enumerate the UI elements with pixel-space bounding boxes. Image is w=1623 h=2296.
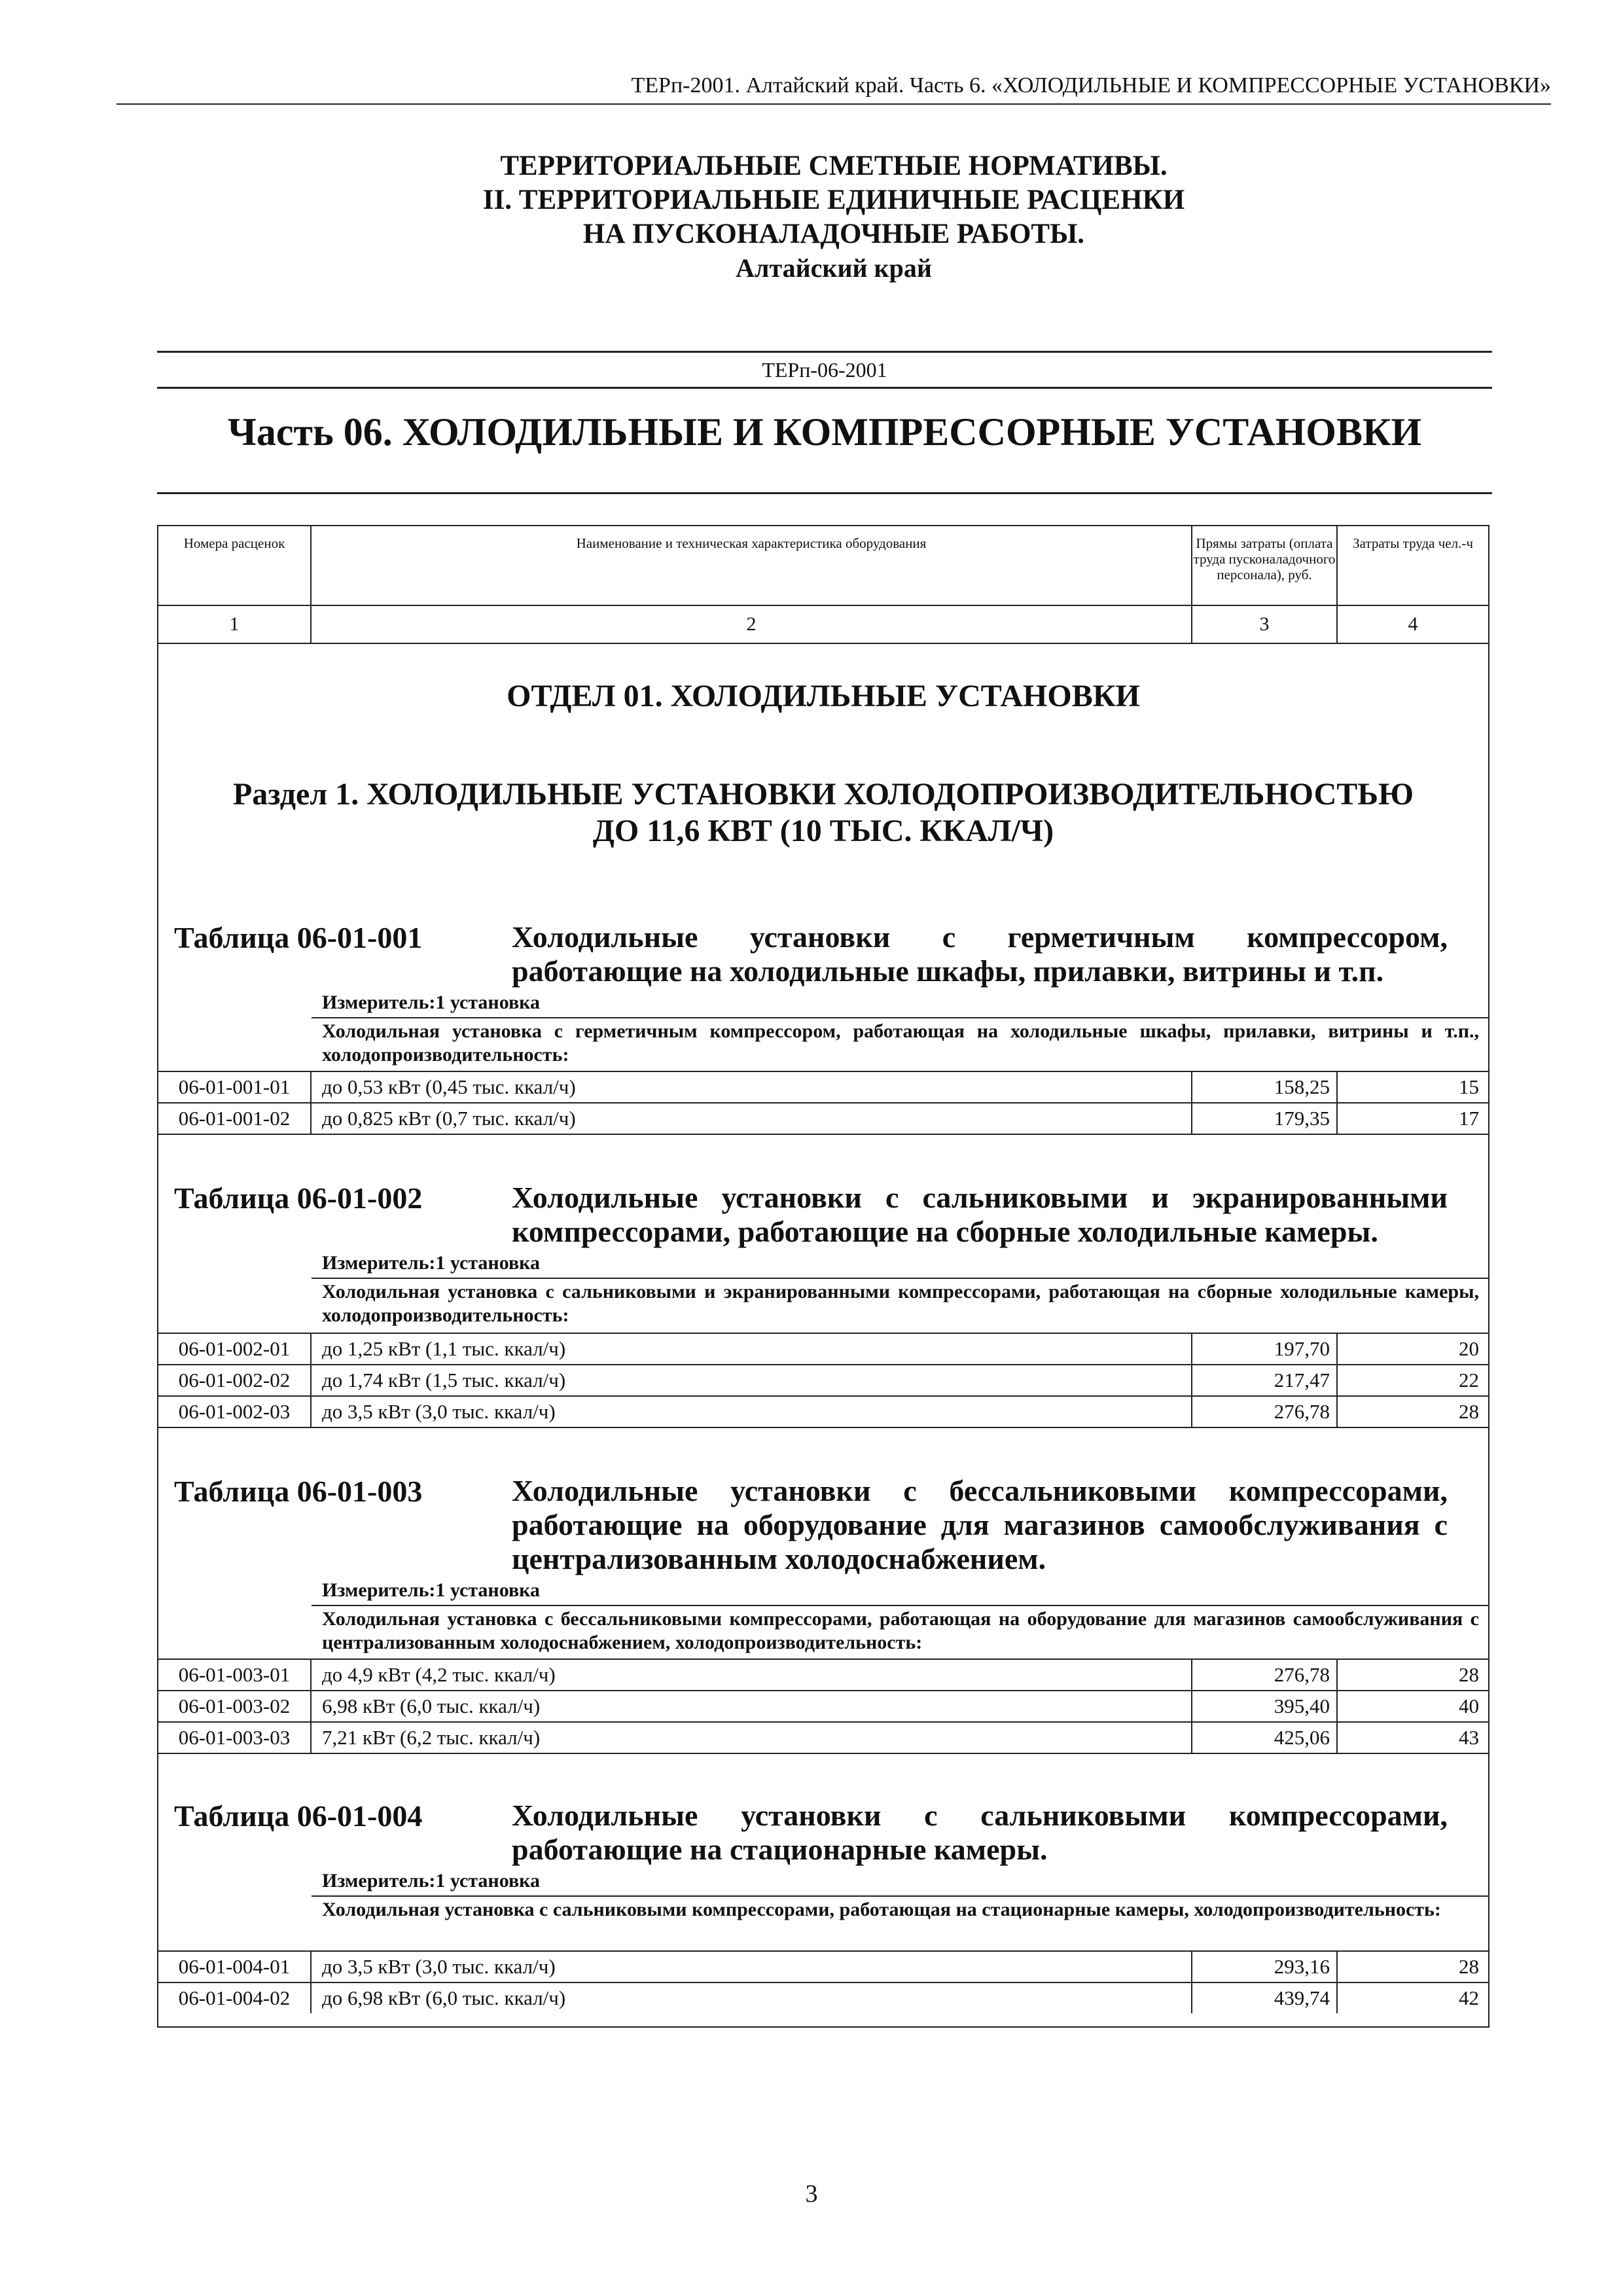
rate-labor: 43	[1459, 1726, 1479, 1749]
table-row	[158, 1395, 1488, 1428]
column-number: 3	[1192, 606, 1338, 643]
rate-code: 06-01-001-01	[158, 1072, 312, 1102]
rate-name: до 6,98 кВт (6,0 тыс. ккал/ч)	[312, 1983, 1192, 2013]
table-description: Холодильная установка с бессальниковыми компрессорами, работающая на оборудование для магазинов самообслуживания с централизованным холодоснабжением, холодопроизводительность:	[312, 1605, 1488, 1659]
table-number: Таблица 06-01-002	[174, 1181, 423, 1215]
rate-cost: 425,06	[1192, 1723, 1338, 1753]
rate-name: до 0,53 кВт (0,45 тыс. ккал/ч)	[312, 1072, 1192, 1102]
rate-cost: 293,16	[1192, 1952, 1338, 1982]
table-row	[158, 1102, 1488, 1135]
rate-cost: 395,40	[1192, 1691, 1338, 1721]
table-row	[158, 1721, 1488, 1754]
rate-code: 06-01-002-01	[158, 1334, 312, 1364]
rate-name: 6,98 кВт (6,0 тыс. ккал/ч)	[312, 1691, 1192, 1721]
main-title-line: НА ПУСКОНАЛАДОЧНЫЕ РАБОТЫ.	[582, 219, 1085, 249]
column-number: 2	[312, 606, 1192, 643]
rate-cost: 217,47	[1192, 1365, 1338, 1395]
rate-name: 7,21 кВт (6,2 тыс. ккал/ч)	[312, 1723, 1192, 1753]
rate-code: 06-01-003-03	[158, 1723, 312, 1753]
column-header-codes: Номера расценок	[158, 526, 312, 605]
table-title: Холодильные установки с герметичным компрессором, работающие на холодильные шкафы, прилавки, витрины и т.п.	[512, 920, 1448, 988]
running-head: ТЕРп-2001. Алтайский край. Часть 6. «ХОЛОДИЛЬНЫЕ И КОМПРЕССОРНЫЕ УСТАНОВКИ»	[116, 73, 1551, 105]
rate-code: 06-01-004-02	[158, 1983, 312, 2013]
region-name: Алтайский край	[736, 253, 932, 283]
document-code: ТЕРп-06-2001	[157, 351, 1492, 389]
department-heading: ОТДЕЛ 01. ХОЛОДИЛЬНЫЕ УСТАНОВКИ	[507, 679, 1140, 713]
rate-name: до 0,825 кВт (0,7 тыс. ккал/ч)	[312, 1103, 1192, 1134]
column-header-direct-costs: Прямы затраты (оплата труда пусконаладочного персонала), руб.	[1192, 526, 1338, 605]
rate-cost: 179,35	[1192, 1103, 1338, 1134]
table-meter: Измеритель:1 установка	[322, 1579, 540, 1601]
table-row	[158, 1982, 1488, 2026]
rate-code: 06-01-002-03	[158, 1397, 312, 1427]
section-heading-line: ДО 11,6 КВТ (10 ТЫС. ККАЛ/Ч)	[592, 814, 1054, 848]
rate-labor: 22	[1459, 1369, 1479, 1391]
rate-name: до 1,74 кВт (1,5 тыс. ккал/ч)	[312, 1365, 1192, 1395]
rate-labor: 28	[1459, 1400, 1479, 1423]
table-row	[158, 1071, 1488, 1102]
table-description: Холодильная установка с герметичным компрессором, работающая на холодильные шкафы, прилавки, витрины и т.п., холодопроизводительность:	[312, 1017, 1488, 1071]
rate-name: до 4,9 кВт (4,2 тыс. ккал/ч)	[312, 1660, 1192, 1690]
rate-name: до 3,5 кВт (3,0 тыс. ккал/ч)	[312, 1397, 1192, 1427]
page-number: 3	[805, 2180, 818, 2208]
rate-name: до 1,25 кВт (1,1 тыс. ккал/ч)	[312, 1334, 1192, 1364]
column-numbers-row	[158, 605, 1488, 644]
divider	[157, 492, 1492, 494]
rate-code: 06-01-002-02	[158, 1365, 312, 1395]
rate-cost: 276,78	[1192, 1397, 1338, 1427]
table-row	[158, 1950, 1488, 1982]
rate-labor: 40	[1459, 1695, 1479, 1717]
table-description: Холодильная установка с сальниковыми компрессорами, работающая на стационарные камеры, холодопроизводительность:	[312, 1895, 1488, 1950]
main-title-line: ТЕРРИТОРИАЛЬНЫЕ СМЕТНЫЕ НОРМАТИВЫ.	[500, 151, 1168, 181]
table-number: Таблица 06-01-001	[174, 921, 423, 954]
table-number: Таблица 06-01-004	[174, 1799, 423, 1833]
part-title: Часть 06. ХОЛОДИЛЬНЫЕ И КОМПРЕССОРНЫЕ УСТАНОВКИ	[227, 410, 1422, 454]
rate-code: 06-01-003-02	[158, 1691, 312, 1721]
table-number: Таблица 06-01-003	[174, 1475, 423, 1508]
rate-labor: 42	[1459, 1986, 1479, 2009]
rate-cost: 197,70	[1192, 1334, 1338, 1364]
table-meter: Измеритель:1 установка	[322, 1870, 540, 1892]
table-title: Холодильные установки с бессальниковыми компрессорами, работающие на оборудование для магазинов самообслуживания с централизованным холодоснабжением.	[512, 1474, 1448, 1575]
rate-labor: 20	[1459, 1337, 1479, 1360]
table-meter: Измеритель:1 установка	[322, 1252, 540, 1274]
rate-code: 06-01-001-02	[158, 1103, 312, 1134]
column-header-labor: Затраты труда чел.-ч	[1353, 535, 1473, 551]
rate-cost: 158,25	[1192, 1072, 1338, 1102]
table-title: Холодильные установки с сальниковыми компрессорами, работающие на стационарные камеры.	[512, 1799, 1448, 1866]
rate-labor: 28	[1459, 1663, 1479, 1686]
section-heading	[158, 776, 1488, 850]
table-meter: Измеритель:1 установка	[322, 992, 540, 1013]
table-row	[158, 1364, 1488, 1395]
rate-labor: 17	[1459, 1107, 1479, 1130]
main-title-line: II. ТЕРРИТОРИАЛЬНЫЕ ЕДИНИЧНЫЕ РАСЦЕНКИ	[482, 185, 1185, 215]
table-title: Холодильные установки с сальниковыми и экранированными компрессорами, работающие на сборные холодильные камеры.	[512, 1181, 1448, 1248]
rate-labor: 28	[1459, 1955, 1479, 1978]
rates-table	[157, 525, 1489, 2028]
rate-name: до 3,5 кВт (3,0 тыс. ккал/ч)	[312, 1952, 1192, 1982]
main-title	[116, 149, 1551, 285]
rate-cost: 276,78	[1192, 1660, 1338, 1690]
column-number: 4	[1408, 613, 1418, 635]
section-heading-line: Раздел 1. ХОЛОДИЛЬНЫЕ УСТАНОВКИ ХОЛОДОПРОИЗВОДИТЕЛЬНОСТЬЮ	[232, 777, 1414, 812]
rate-code: 06-01-004-01	[158, 1952, 312, 1982]
table-row	[158, 1690, 1488, 1721]
column-header-name: Наименование и техническая характеристика оборудования	[312, 526, 1192, 605]
column-number: 1	[158, 606, 312, 643]
table-row	[158, 1333, 1488, 1364]
rate-labor: 15	[1459, 1075, 1479, 1098]
rate-code: 06-01-003-01	[158, 1660, 312, 1690]
table-row	[158, 1659, 1488, 1690]
rate-cost: 439,74	[1192, 1983, 1338, 2013]
table-description: Холодильная установка с сальниковыми и экранированными компрессорами, работающая на сборные холодильные камеры, холодопроизводительность:	[312, 1278, 1488, 1333]
